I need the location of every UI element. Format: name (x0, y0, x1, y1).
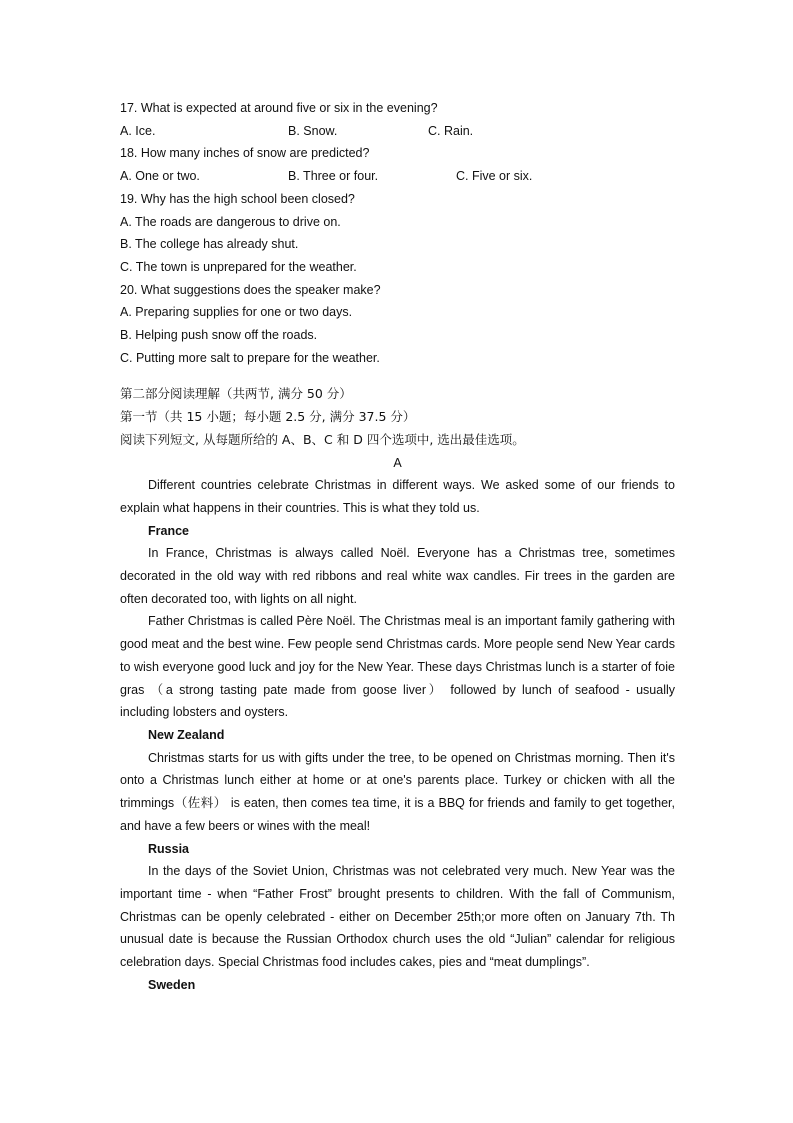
question-18 (120, 142, 675, 187)
option-b: B. Snow. (288, 123, 338, 138)
heading-new-zealand: New Zealand (148, 727, 225, 742)
part-title: 第二部分阅读理解（共两节, 满分 50 分） (120, 386, 352, 402)
intro-paragraph: Different countries celebrate Christmas in different ways. We asked some of our friends to explain what happens in their countries. This is what they told us. (120, 478, 675, 515)
option-a: A. One or two. (120, 169, 200, 184)
options-row (120, 120, 675, 143)
question-text: 17. What is expected at around five or six in the evening? (120, 101, 438, 115)
heading-russia: Russia (148, 841, 189, 856)
france-paragraph-2: Father Christmas is called Père Noël. The Christmas meal is an important family gathering with good meat and the best wine. Few people send Christmas cards. More people send New Year cards to wish everyone good luck and joy for the New Year. These days Christmas lunch is a starter of foie gras （a strong tasting pate made from goose liver） followed by lunch of seafood - usually including lobsters and oysters. (120, 614, 675, 720)
option-b: B. Three or four. (288, 169, 379, 184)
option-a: A. Ice. (120, 123, 156, 138)
option-a: A. The roads are dangerous to drive on. (120, 214, 341, 229)
new-zealand-paragraph: Christmas starts for us with gifts under the tree, to be opened on Christmas morning. Then it's onto a Christmas lunch either at home or at one's parents place. Turkey or chicken with all the trimmings（佐料） is eaten, then comes tea time, it is a BBQ for friends and family to get together, and have a few beers or wines with the meal! (120, 750, 675, 833)
option-c: C. Five or six. (456, 169, 533, 184)
passage (120, 474, 675, 996)
option-c: C. Rain. (428, 123, 474, 138)
option-a: A. Preparing supplies for one or two days. (120, 305, 353, 320)
section-header (120, 383, 675, 474)
option-b: B. Helping push snow off the roads. (120, 328, 318, 343)
question-20 (120, 279, 675, 370)
russia-paragraph: In the days of the Soviet Union, Christmas was not celebrated very much. New Year was the important time - when “Father Frost” brought presents to children. With the fall of Communism, Christmas can be openly celebrated - either on December 25th;or more often on January 7th. Th unusual date is because the Russian Orthodox church uses the old “Julian” calendar for religious celebration days. Special Christmas food includes cakes, pies and “meat dumplings”. (120, 864, 675, 970)
question-text: 19. Why has the high school been closed? (120, 191, 355, 206)
option-c: C. The town is unprepared for the weather. (120, 259, 357, 274)
heading-france: France (148, 523, 189, 538)
question-text: 18. How many inches of snow are predicted? (120, 146, 370, 161)
option-b: B. The college has already shut. (120, 237, 299, 252)
sub-title: 第一节（共 15 小题；每小题 2.5 分, 满分 37.5 分） (120, 409, 416, 425)
option-c: C. Putting more salt to prepare for the weather. (120, 350, 380, 365)
instruction: 阅读下列短文, 从每题所给的 A、B、C 和 D 四个选项中, 选出最佳选项。 (120, 431, 525, 447)
france-paragraph-1: In France, Christmas is always called Noël. Everyone has a Christmas tree, sometimes decorated in the old way with red ribbons and real white wax candles. Fir trees in the garden are often decorated too, with lights on all night. (120, 546, 675, 606)
question-text: 20. What suggestions does the speaker make? (120, 282, 381, 297)
question-19 (120, 188, 675, 279)
document-page (120, 97, 675, 996)
question-17 (120, 97, 675, 142)
options-row (120, 165, 675, 188)
heading-sweden: Sweden (148, 977, 196, 992)
passage-label: A (393, 455, 402, 470)
